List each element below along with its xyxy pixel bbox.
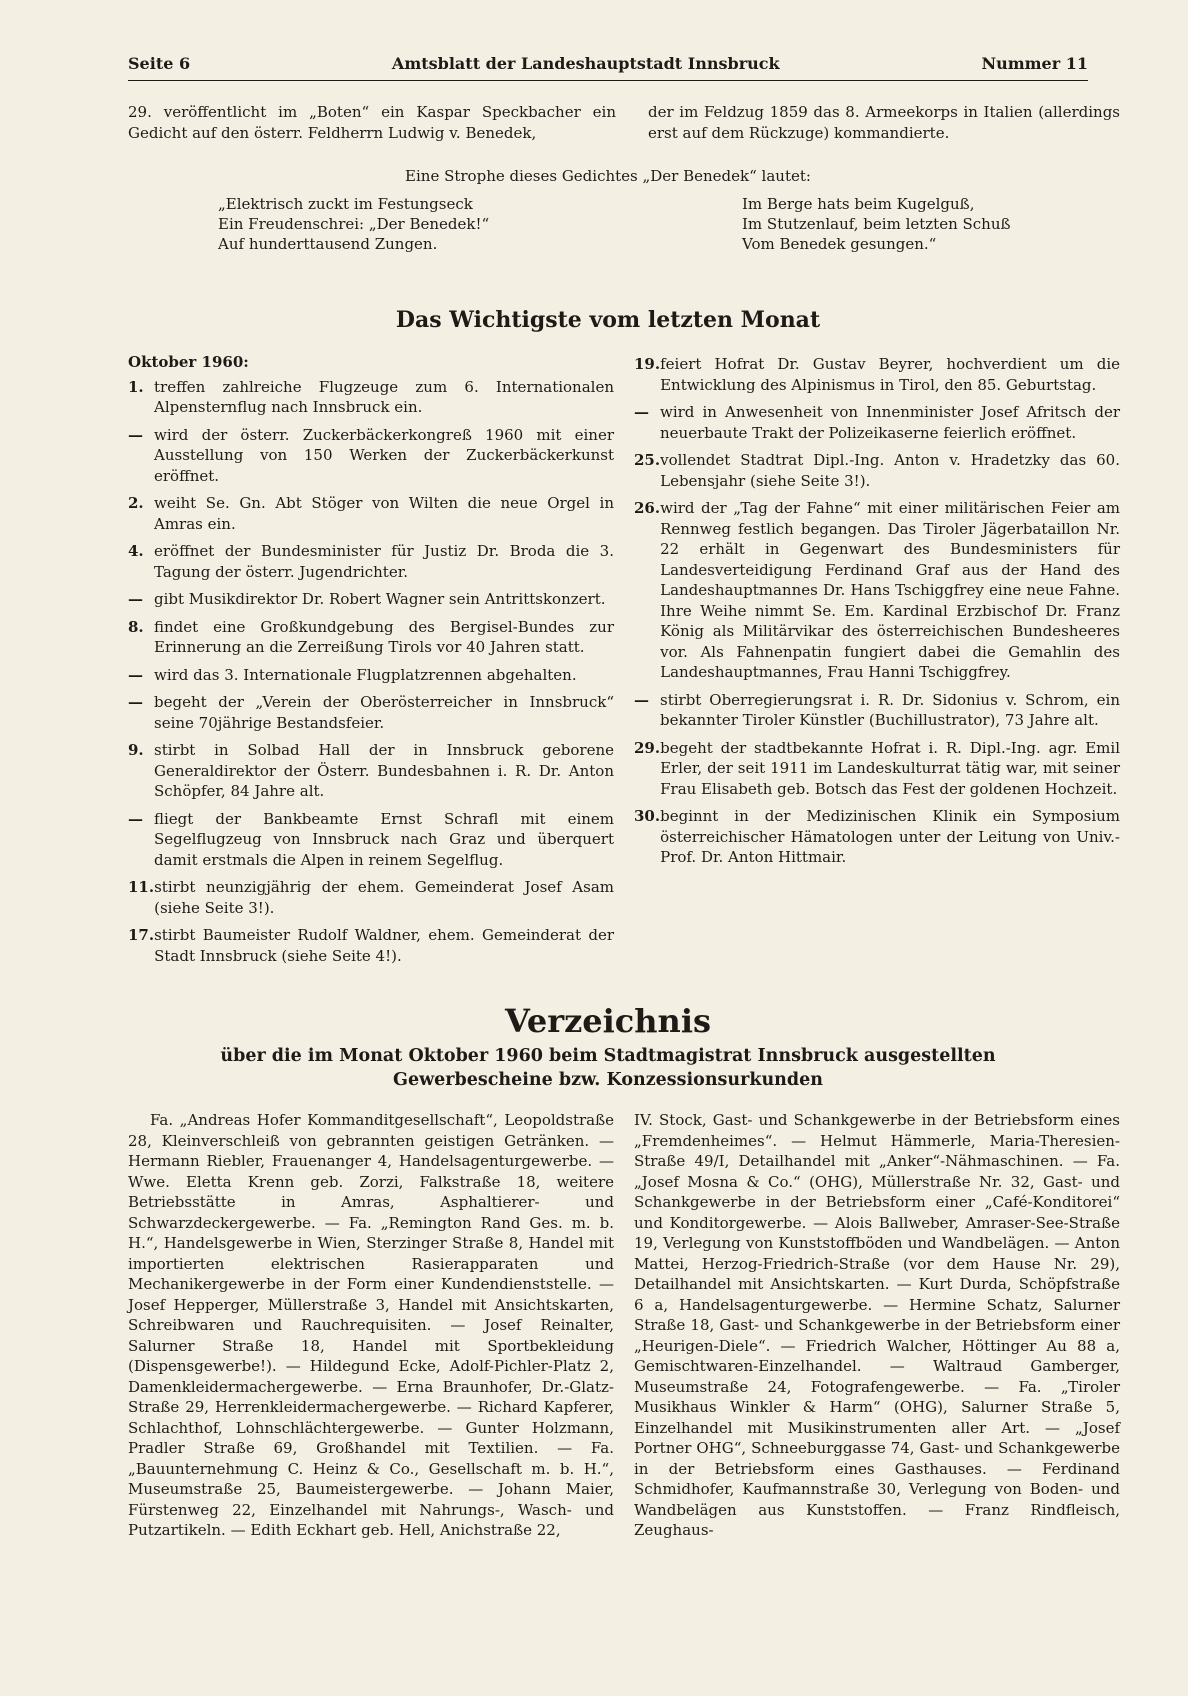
entry-text: fliegt der Bankbeamte Ernst Schrafl mit einem Segelflugzeug von Innsbruck nach Graz und überquert damit erstmals die Alpen in reinem Segelflug. [154, 809, 614, 869]
poem-right [742, 194, 1011, 254]
chronicle-left-column [128, 352, 614, 966]
entry-day: 19. [634, 355, 661, 373]
entry-day: 4. [128, 542, 144, 560]
entry-text: stirbt in Solbad Hall der in Innsbruck geborene Generaldirektor der Österr. Bundesbahnen i. R. Dr. Anton Schöpfer, 84 Jahre alt. [154, 741, 614, 800]
chronicle-entry [128, 425, 614, 487]
entry-day: 25. [634, 451, 661, 469]
publication-title: Amtsblatt der Landeshauptstadt Innsbruck [391, 53, 780, 73]
chronicle-entry [634, 450, 1120, 491]
chronicle-entry [128, 877, 614, 918]
entry-day: 26. [634, 499, 661, 517]
poem-line: „Elektrisch zuckt im Festungseck [218, 195, 473, 213]
chronicle-entry [128, 692, 614, 733]
listing-left-text: Fa. „Andreas Hofer Kommanditgesellschaft“, Leopoldstraße 28, Kleinverschleiß von gebrannten geistigen Getränken. — Hermann Riebler, Frauenanger 4, Handelsagenturgewerbe. — Wwe. Eletta Krenn geb. Zorzi, Falkstraße 18, weitere Betriebsstätte in Amras, Asphaltierer- und Schwarzdeckergewerbe. — Fa. „Remington Rand Ges. m. b. H.“, Handelsgewerbe in Wien, Sterzinger Straße 8, Handel mit importierten elektrischen Rasierapparaten und Mechanikergewerbe in der Form einer Kundendienststelle. — Josef Hepperger, Müllerstraße 3, Handel mit Ansichtskarten, Schreibwaren und Rauchrequisiten. — Josef Reinalter, Salurner Straße 18, Handel mit Sportbekleidung (Dispensgewerbe!). — Hildegund Ecke, Adolf-Pichler-Platz 2, Damenkleidermachergewerbe. — Erna Braunhofer, Dr.-Glatz-Straße 29, Herrenkleidermachergewerbe. — Richard Kapferer, Schlachthof, Lohnschlächtergewerbe. — Gunter Holzmann, Pradler Straße 69, Großhandel mit Textilien. — Fa. „Bauunternehmung C. Heinz & Co., Gesellschaft m. b. H.“, Museumstraße 25, Baumeistergewerbe. — Johann Maier, Fürstenweg 22, Einzelhandel mit Nahrungs-, Wasch- und Putzartikeln. — Edith Eckhart geb. Hell, Anichstraße 22, [128, 1111, 614, 1539]
poem-line: Im Berge hats beim Kugelguß, [742, 195, 975, 213]
entry-day: 17. [128, 926, 155, 944]
entry-day: — [128, 809, 143, 828]
entry-text: wird der österr. Zuckerbäckerkongreß 1960 mit einer Ausstellung von 150 Werken der Zuckerbäckerkunst eröffnet. [154, 425, 614, 485]
chronicle-entry [128, 541, 614, 582]
poem-line: Ein Freudenschrei: „Der Benedek!“ [218, 215, 490, 233]
entry-day: — [128, 665, 143, 684]
entry-text: findet eine Großkundgebung des Bergisel-Bundes zur Erinnerung an die Zerreißung Tirols vor 40 Jahren statt. [154, 617, 614, 656]
chronicle-left-entries [128, 377, 614, 967]
entry-text: stirbt Baumeister Rudolf Waldner, ehem. Gemeinderat der Stadt Innsbruck (siehe Seite 4!). [154, 926, 614, 965]
poem-line: Vom Benedek gesungen.“ [742, 235, 937, 253]
page-number: Seite 6 [128, 53, 191, 73]
poem-context-left: 29. veröffentlicht im „Boten“ ein Kaspar Speckbacher ein Gedicht auf den österr. Feldherrn Ludwig v. Benedek, [128, 103, 616, 142]
chronicle-entry [128, 377, 614, 418]
chronicle-title: Das Wichtigste vom letzten Monat [395, 307, 821, 333]
chronicle-entry [128, 617, 614, 658]
poem-left [218, 194, 489, 254]
entry-text: gibt Musikdirektor Dr. Robert Wagner sein Antrittskonzert. [154, 590, 606, 608]
chronicle-entry [634, 806, 1120, 868]
chronicle-month: Oktober 1960: [128, 353, 249, 371]
poem-line: Auf hunderttausend Zungen. [218, 235, 438, 253]
entry-day: — [128, 590, 143, 608]
entry-text: wird der „Tag der Fahne“ mit einer militärischen Feier am Rennweg festlich begangen. Das Tiroler Jägerbataillon Nr. 22 erhält in Gegenwart des Bundesministers für Landesverteidigung Ferdinand Graf aus der Hand des Landeshauptmannes Dr. Hans Tschiggfrey eine neue Fahne. Ihre Weihe nimmt Se. Em. Kardinal Erzbischof Dr. Franz König als Militärvikar des österreichischen Bundesheeres vor. Als Fahnenpatin fungiert dabei die Gemahlin des Landeshauptmannes, Frau Hanni Tschiggfrey. [660, 499, 1120, 681]
entry-text: weiht Se. Gn. Abt Stöger von Wilten die neue Orgel in Amras ein. [154, 494, 614, 533]
chronicle-entry [634, 690, 1120, 731]
entry-text: begeht der „Verein der Oberösterreicher in Innsbruck“ seine 70jährige Bestandsfeier. [154, 693, 614, 732]
entry-text: beginnt in der Medizinischen Klinik ein Symposium österreichischer Hämatologen unter der Leitung von Univ.-Prof. Dr. Anton Hittmair. [660, 807, 1120, 866]
listing-title: Verzeichnis [505, 1002, 711, 1040]
chronicle-entry [634, 498, 1120, 683]
chronicle-right-entries [634, 354, 1120, 868]
listing-subtitle-2: Gewerbescheine bzw. Konzessionsurkunden [393, 1070, 823, 1090]
chronicle-entry [128, 493, 614, 534]
top-left-column [128, 102, 616, 143]
poem-context-right: der im Feldzug 1859 das 8. Armeekorps in Italien (allerdings erst auf dem Rückzuge) kommandierte. [648, 103, 1120, 142]
entry-day: — [128, 425, 143, 444]
entry-day: — [634, 403, 649, 421]
chronicle-entry [634, 738, 1120, 800]
chronicle-right-column [634, 354, 1120, 868]
entry-text: eröffnet der Bundesminister für Justiz Dr. Broda die 3. Tagung der österr. Jugendrichter. [154, 542, 614, 581]
issue-number: Nummer 11 [981, 53, 1088, 73]
entry-text: feiert Hofrat Dr. Gustav Beyrer, hochverdient um die Entwicklung des Alpinismus in Tirol, den 85. Geburtstag. [660, 355, 1120, 394]
header-rule [128, 80, 1088, 81]
top-right-column [648, 102, 1120, 143]
entry-text: wird in Anwesenheit von Innenminister Josef Afritsch der neuerbaute Trakt der Polizeikaserne feierlich eröffnet. [660, 403, 1120, 442]
chronicle-entry [128, 740, 614, 802]
listing-left-column [128, 1110, 614, 1541]
chronicle-entry [634, 402, 1120, 443]
entry-day: 29. [634, 738, 661, 757]
listing-right-text: IV. Stock, Gast- und Schankgewerbe in der Betriebsform eines „Fremdenheimes“. — Helmut Hämmerle, Maria-Theresien-Straße 49/I, Detailhandel mit „Anker“-Nähmaschinen. — Fa. „Josef Mosna & Co.“ (OHG), Müllerstraße Nr. 32, Gast- und Schankgewerbe in der Betriebsform einer „Café-Konditorei“ und Konditorgewerbe. — Alois Ballweber, Amraser-See-Straße 19, Verlegung von Kunststoffböden und Wandbelägen. — Anton Mattei, Herzog-Friedrich-Straße (vor dem Hause Nr. 29), Detailhandel mit Ansichtskarten. — Kurt Durda, Schöpfstraße 6 a, Handelsagenturgewerbe. — Hermine Schatz, Salurner Straße 18, Gast- und Schankgewerbe in der Betriebsform einer „Heurigen-Diele“. — Friedrich Walcher, Höttinger Au 88 a, Gemischtwaren-Einzelhandel. — Waltraud Gamberger, Museumstraße 24, Fotografengewerbe. — Fa. „Tiroler Musikhaus Winkler & Harm“ (OHG), Salurner Straße 5, Einzelhandel mit Musikinstrumenten aller Art. — „Josef Portner OHG“, Schneeburggasse 74, Gast- und Schankgewerbe in der Betriebsform eines Gasthauses. — Ferdinand Schmidhofer, Kaufmannstraße 30, Verlegung von Boden- und Wandbelägen aus Kunststoffen. — Franz Rindfleisch, Zeughaus- [634, 1111, 1120, 1539]
entry-text: wird das 3. Internationale Flugplatzrennen abgehalten. [154, 665, 577, 684]
chronicle-entry [128, 589, 614, 610]
poem-intro: Eine Strophe dieses Gedichtes „Der Benedek“ lautet: [405, 167, 811, 185]
entry-day: 1. [128, 377, 144, 396]
entry-text: begeht der stadtbekannte Hofrat i. R. Dipl.-Ing. agr. Emil Erler, der seit 1911 im Landeskulturrat tätig war, mit seiner Frau Elisabeth geb. Botsch das Fest der goldenen Hochzeit. [660, 738, 1120, 798]
listing-right-column [634, 1110, 1120, 1541]
entry-day: 11. [128, 878, 155, 896]
entry-text: vollendet Stadtrat Dipl.-Ing. Anton v. Hradetzky das 60. Lebensjahr (siehe Seite 3!). [660, 451, 1120, 490]
chronicle-entry [634, 354, 1120, 395]
entry-day: — [128, 693, 143, 711]
poem-line: Im Stutzenlauf, beim letzten Schuß [742, 215, 1011, 233]
chronicle-entry [128, 809, 614, 871]
entry-day: 30. [634, 807, 661, 825]
running-head [128, 52, 1088, 74]
chronicle-entry [128, 665, 614, 686]
entry-text: stirbt neunzigjährig der ehem. Gemeinderat Josef Asam (siehe Seite 3!). [154, 878, 614, 917]
entry-text: treffen zahlreiche Flugzeuge zum 6. Internationalen Alpensternflug nach Innsbruck ein. [154, 377, 614, 416]
entry-day: 2. [128, 494, 144, 512]
entry-day: 9. [128, 741, 144, 759]
listing-subtitle-1: über die im Monat Oktober 1960 beim Stadtmagistrat Innsbruck ausgestellten [220, 1046, 996, 1066]
entry-day: 8. [128, 617, 144, 636]
entry-day: — [634, 690, 649, 709]
entry-text: stirbt Oberregierungsrat i. R. Dr. Sidonius v. Schrom, ein bekannter Tiroler Künstler (Buchillustrator), 73 Jahre alt. [660, 690, 1120, 729]
chronicle-entry [128, 925, 614, 966]
